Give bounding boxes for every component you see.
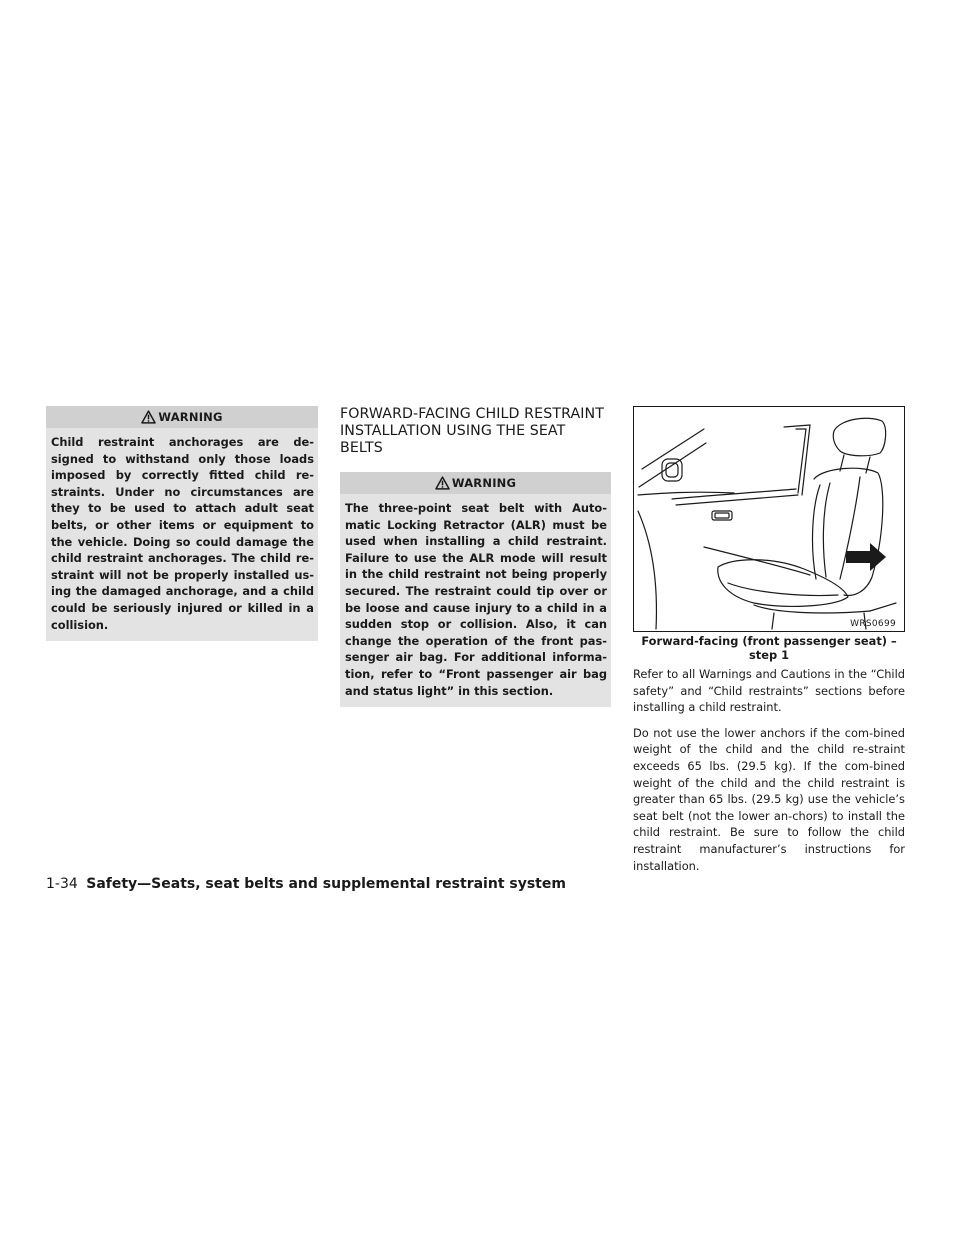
column-middle xyxy=(340,406,611,707)
warning-header xyxy=(46,406,318,428)
warning-box xyxy=(340,472,611,707)
figure-caption: Forward-facing (front passenger seat) – step 1 xyxy=(641,634,897,662)
section-title: FORWARD-FACING CHILD RESTRAINT INSTALLATION USING THE SEAT BELTS xyxy=(340,406,605,456)
page-footer xyxy=(46,876,566,892)
warning-text: Child restraint anchorages are de-signed to withstand only those loads imposed by correctly fitted child re-straints. Under no circumstances are they to be used to attach adult seat belts, or other items or equipment to the vehicle. Doing so could damage the child restraint anchorages. The child re-straint will not be properly installed us-ing the damaged anchorage, and a child could be seriously injured or killed in a collision. xyxy=(51,435,314,632)
paragraph: Do not use the lower anchors if the com-bined weight of the child and the child re-straint exceeds 65 lbs. (29.5 kg). If the com-bined weight of the child and the child restraint is greater than 65 lbs. (29.5 kg) use the vehicle’s seat belt (not the lower an-chors) to install the child restraint. Be sure to follow the child restraint manufacturer’s instructions for installation. xyxy=(633,725,905,873)
warning-header xyxy=(340,472,611,494)
page-number: 1-34 xyxy=(46,876,78,892)
seat-illustration xyxy=(633,406,905,632)
arrow-right-icon xyxy=(846,543,886,571)
warning-label: WARNING xyxy=(451,476,517,490)
figure-code: WRS0699 xyxy=(850,619,896,629)
warning-label: WARNING xyxy=(158,410,223,424)
warning-box xyxy=(46,406,318,641)
paragraph: Refer to all Warnings and Cautions in the “Child safety” and “Child restraints” sections before installing a child restraint. xyxy=(633,667,905,715)
column-left xyxy=(46,406,318,641)
warning-triangle-icon xyxy=(141,410,156,424)
car-seat-drawing xyxy=(634,407,904,631)
chapter-title: Safety—Seats, seat belts and supplemental restraint system xyxy=(86,876,566,892)
warning-text: The three-point seat belt with Auto-matic Locking Retractor (ALR) must be used when installing a child restraint. Failure to use the ALR mode will result in the child restraint not being properly secured. The restraint could tip over or be loose and cause injury to a child in a sudden stop or collision. Also, it can change the operation of the front pas-senger air bag. For additional informa-tion, refer to “Front passenger air bag and status light” in this section. xyxy=(345,501,607,698)
warning-triangle-icon xyxy=(435,476,450,490)
column-right xyxy=(633,406,905,874)
